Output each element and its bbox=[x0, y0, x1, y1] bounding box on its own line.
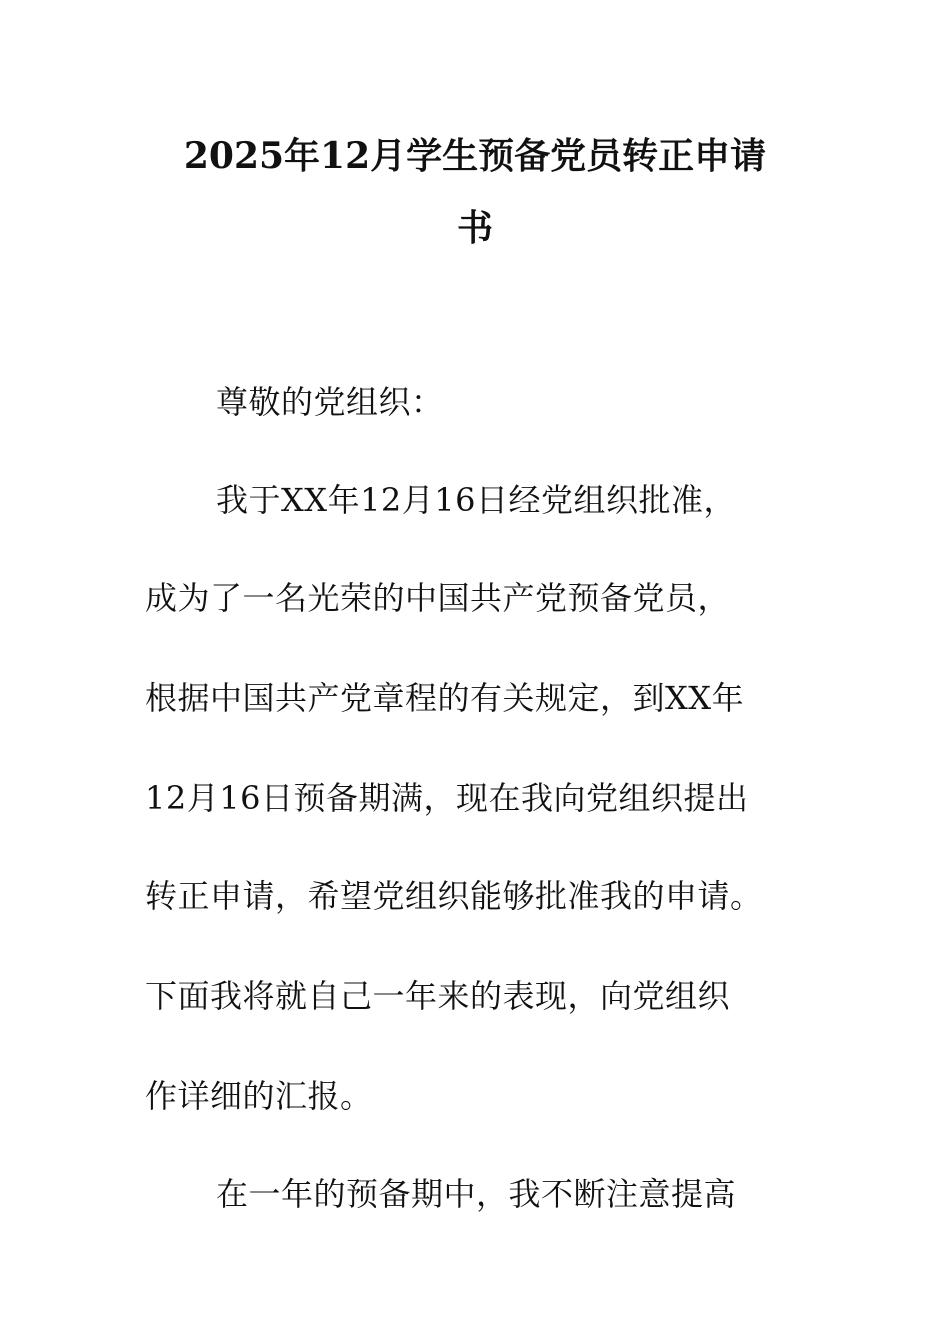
paragraph-line: 12月16日预备期满，现在我向党组织提出 bbox=[145, 779, 749, 817]
paragraph-line: 我于XX年12月16日经党组织批准， bbox=[216, 481, 737, 519]
paragraph-line: 在一年的预备期中，我不断注意提高 bbox=[216, 1175, 737, 1213]
document-title-line-2: 书 bbox=[456, 207, 493, 249]
paragraph-line: 下面我将就自己一年来的表现，向党组织 bbox=[145, 977, 731, 1015]
paragraph-line: 作详细的汇报。 bbox=[145, 1077, 373, 1115]
document-title-line-1: 2025年12月学生预备党员转正申请 bbox=[183, 135, 767, 177]
paragraph-line: 转正申请，希望党组织能够批准我的申请。 bbox=[145, 877, 763, 915]
salutation: 尊敬的党组织： bbox=[216, 383, 444, 421]
paragraph-line: 根据中国共产党章程的有关规定，到XX年 bbox=[145, 679, 745, 717]
paragraph-line: 成为了一名光荣的中国共产党预备党员， bbox=[145, 579, 731, 617]
